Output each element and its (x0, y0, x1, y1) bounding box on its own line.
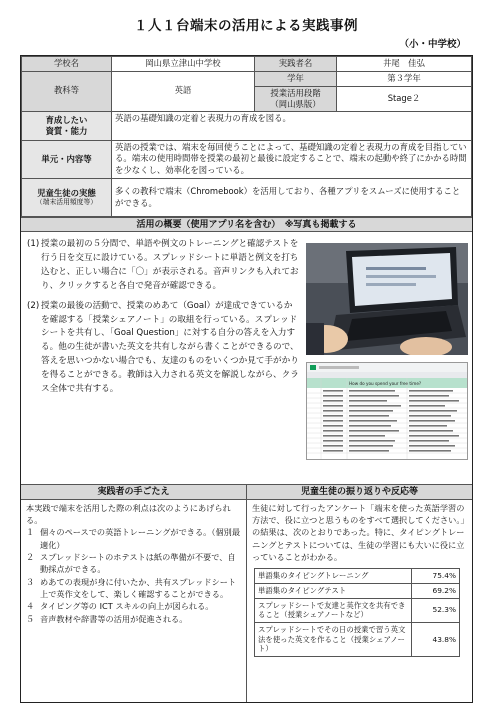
reflection-section (21, 484, 472, 702)
subject-value: 英語 (112, 71, 255, 111)
survey-item: 単語集のタイピングテスト (255, 584, 412, 599)
benefit-num: １ (26, 527, 35, 538)
survey-item: 単語集のタイピングトレーニング (255, 569, 412, 584)
sheet-header-text: How do you spend your free time? (349, 380, 422, 386)
practitioner-heading: 実践者の手ごたえ (21, 485, 246, 500)
survey-pct: 43.8% (412, 622, 460, 656)
benefit-item (26, 526, 241, 551)
students-heading: 児童生徒の振り返りや反応等 (247, 485, 472, 500)
stage-label-line1: 授業活用段階 (270, 88, 321, 99)
ability-label-line1: 育成したい (45, 114, 88, 125)
school-value: 岡山県立津山中学校 (112, 57, 255, 72)
overview-section (21, 232, 472, 484)
overview-item-num: (2) (27, 300, 40, 311)
benefit-text: タイピング等の ICT スキルの向上が図られる。 (40, 601, 214, 612)
page-title: １人１台端末の活用による実践事例 (134, 18, 358, 34)
overview-item-num: (1) (27, 238, 40, 249)
survey-intro: 生徒に対して行ったアンケート「端末を使った英語学習の方法で、役に立つと思うものをすべて選択してください。」の結果は、次のとおりであった。特に、タイピングトレーニングとテストについては、生徒の学習にも大いに役に立っていることがわかる。 (252, 502, 465, 563)
benefit-text: 個々のペースでの英語トレーニングができる。（個別最適化） (40, 527, 241, 550)
survey-row (255, 569, 460, 584)
ability-label (22, 111, 112, 140)
benefit-num: ２ (26, 552, 35, 563)
status-label (22, 178, 112, 216)
benefit-text: 音声教材や辞書等の活用が促進される。 (40, 613, 188, 624)
practitioner-column (21, 485, 247, 702)
survey-row (255, 598, 460, 622)
overview-item-text: 授業の最後の活動で、授業のめあて（Goal）が達成できているかを確認する「授業シェアノート」の取組を行っている。スプレッドシートを共有し、「Goal Question」に対する自分の答えを入力する。他の生徒が書いた英文を共有しながら書くことができるので、答えを思いつかない場合でも、友達のものをいくつか見て手がかりを得ることができる。教師は入力される英文を解説しながら、クラス全体で共有する。 (41, 300, 299, 395)
report-frame (20, 55, 473, 703)
stage-value: Stage２ (337, 86, 472, 111)
grade-value: 第３学年 (337, 71, 472, 86)
survey-item: スプレッドシートで友達と英作文を共有できること（授業シェアノートなど） (255, 598, 412, 622)
students-column (247, 485, 472, 702)
benefit-text: めあての表現が身に付いたか、共有スプレッドシート上で英作文をして、楽しく確認することができる。 (40, 576, 237, 599)
benefit-item (26, 576, 241, 601)
benefit-item (26, 600, 241, 612)
overview-item (27, 238, 299, 294)
status-label-sub: （端末活用頻度等） (35, 198, 98, 207)
survey-pct: 75.4% (412, 569, 460, 584)
stage-label-line2: （岡山県版） (270, 98, 321, 109)
survey-row (255, 584, 460, 599)
spreadsheet-screenshot (306, 362, 468, 460)
ability-text: 英語の基礎知識の定着と表現力の育成を図る。 (112, 111, 472, 140)
survey-row (255, 622, 460, 656)
benefit-item (26, 551, 241, 576)
ability-label-line2: 資質・能力 (45, 125, 88, 136)
overview-text (27, 238, 299, 397)
laptop-photo-illustration (306, 243, 468, 355)
school-label: 学校名 (22, 57, 112, 72)
teacher-label: 実践者名 (255, 57, 337, 72)
unit-text: 英語の授業では、端末を毎回使うことによって、基礎知識の定着と表現力の育成を目指している。端末の使用時間帯を授業の最初と最後に設定することで、端末の起動や終了にかかる時間を少なくし、効率化を図っている。 (112, 140, 472, 178)
overview-item (27, 300, 299, 397)
benefit-item (26, 613, 241, 625)
subject-label: 教科等 (22, 71, 112, 111)
survey-pct: 69.2% (412, 584, 460, 599)
survey-pct: 52.3% (412, 598, 460, 622)
teacher-value: 井尾 佳弘 (337, 57, 472, 72)
status-text: 多くの教科で端末（Chromebook）を活用しており、各種アプリをスムーズに使用することができる。 (112, 178, 472, 216)
spreadsheet-illustration (307, 363, 468, 460)
survey-item: スプレッドシートでその日の授業で習う英文法を使った英文を作ること（授業シェアノート） (255, 622, 412, 656)
survey-table (254, 568, 460, 656)
stage-label (255, 86, 337, 111)
grade-label: 学年 (255, 71, 337, 86)
benefit-num: ５ (26, 613, 35, 624)
benefit-num: ４ (26, 601, 35, 612)
benefit-text: スプレッドシートのホテストは紙の準備が不要で、自動採点ができる。 (40, 552, 236, 575)
practitioner-intro: 本実践で端末を活用した際の利点は次のようにあげられる。 (26, 502, 231, 526)
overview-item-text: 授業の最初の５分間で、単語や例文のトレーニングと確認テストを行う日を交互に設けている。スプレッドシートに単語と例文を打ち込むと、正しい場合に「〇」が表示される。音声リンクも入れており、クリックすると各自で発音が確認できる。 (41, 238, 299, 291)
overview-heading: 活用の概要（使用アプリ名を含む） ※写真も掲載する (21, 217, 472, 232)
unit-label: 単元・内容等 (22, 140, 112, 178)
status-label-main: 児童生徒の実態 (37, 187, 96, 198)
header-table (21, 56, 472, 217)
classroom-photo (306, 243, 468, 355)
students-body (247, 500, 472, 565)
benefit-num: ３ (26, 576, 35, 587)
page-subtitle: （小・中学校） (399, 39, 466, 50)
practitioner-body (21, 500, 246, 627)
